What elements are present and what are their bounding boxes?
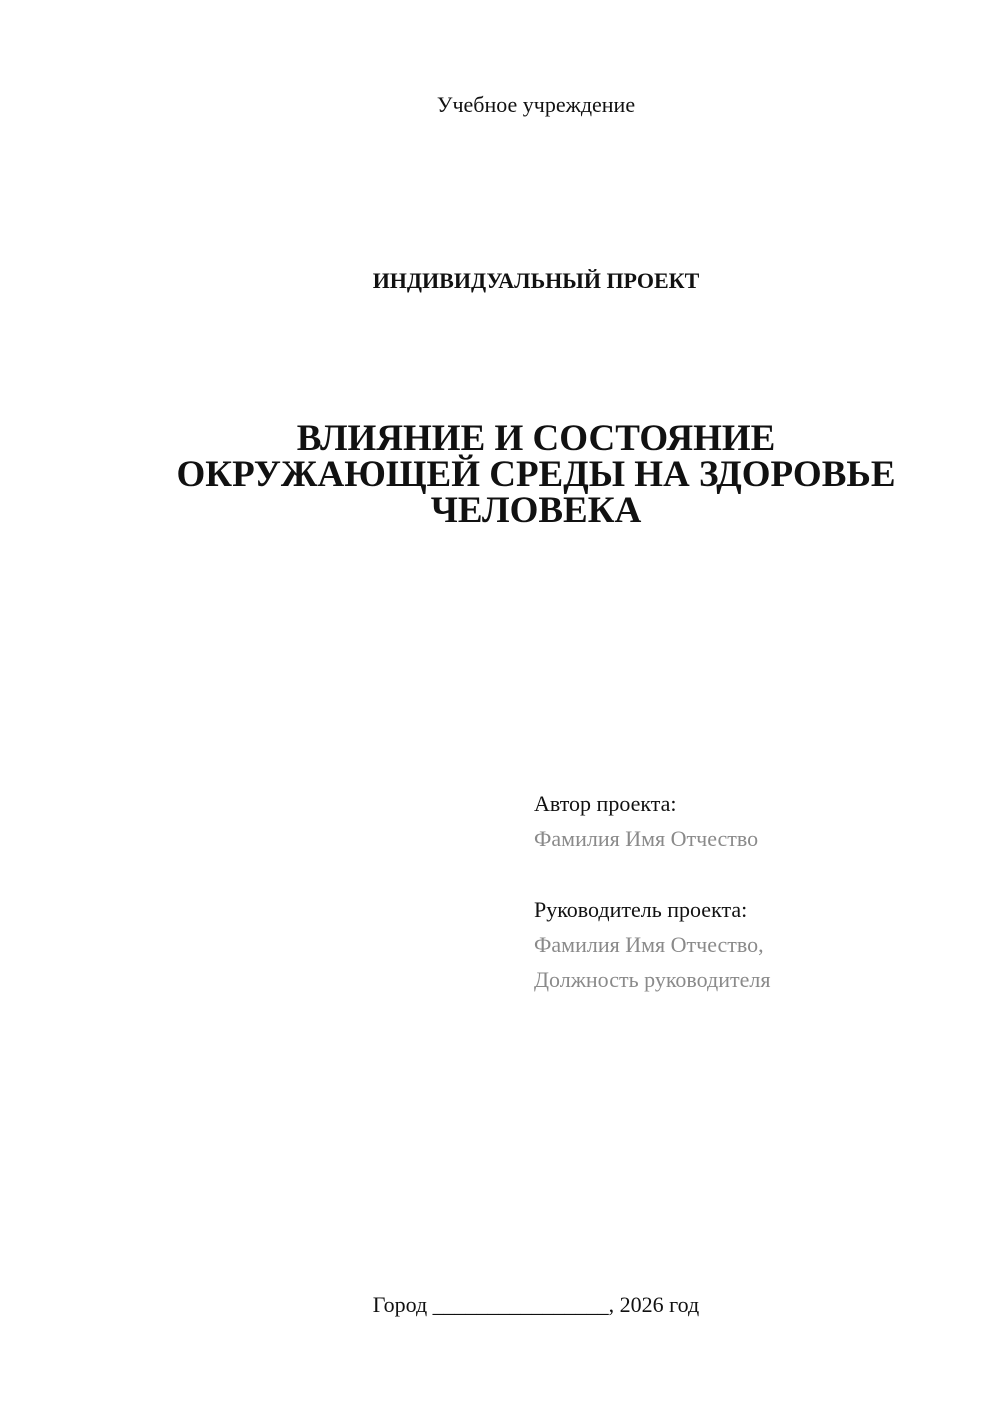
project-title-line: ОКРУЖАЮЩЕЙ СРЕДЫ НА ЗДОРОВЬЕ xyxy=(176,454,896,495)
supervisor-name: Фамилия Имя Отчество, xyxy=(534,932,764,957)
author-name: Фамилия Имя Отчество xyxy=(534,826,759,851)
project-title-line: ВЛИЯНИЕ И СОСТОЯНИЕ xyxy=(296,418,776,459)
project-type-heading: ИНДИВИДУАЛЬНЫЙ ПРОЕКТ xyxy=(372,268,700,293)
city-year-footer: Город ________________, 2026 год xyxy=(372,1292,700,1317)
project-title xyxy=(100,418,972,531)
author-block xyxy=(534,786,974,856)
supervisor-label: Руководитель проекта: xyxy=(534,897,748,922)
institution-name: Учебное учреждение xyxy=(436,92,636,117)
project-title-line: ЧЕЛОВЕКА xyxy=(430,490,642,531)
supervisor-position: Должность руководителя xyxy=(534,967,771,992)
author-label: Автор проекта: xyxy=(534,791,677,816)
supervisor-block xyxy=(534,892,974,997)
